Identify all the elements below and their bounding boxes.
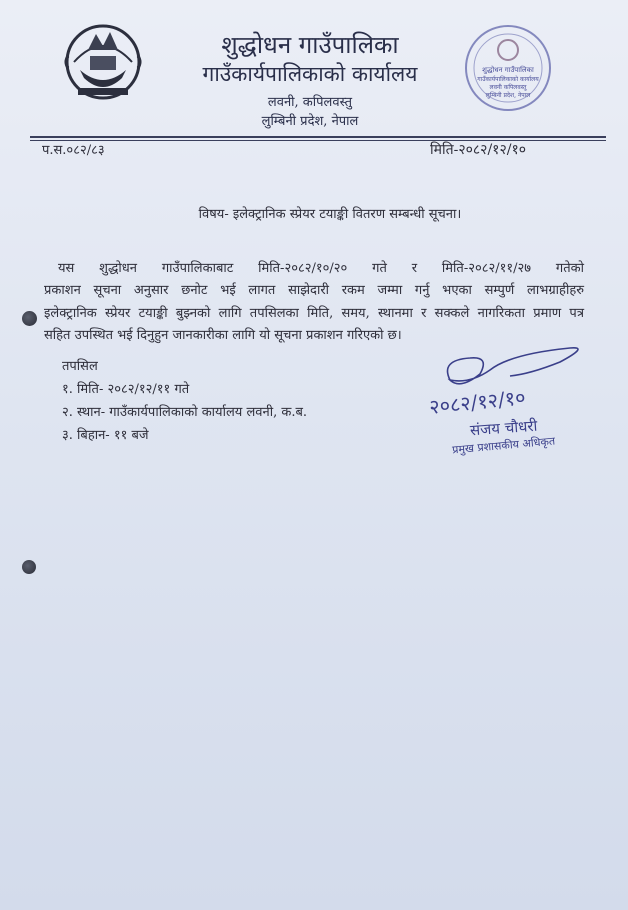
- office-province: लुम्बिनी प्रदेश, नेपाल: [261, 114, 359, 129]
- nepal-emblem-icon: [60, 20, 146, 102]
- signatory-name: संजय चौधरी: [469, 416, 538, 440]
- details-item-place: २. स्थान- गाउँकार्यपालिकाको कार्यालय लवनी, क.ब.: [62, 405, 308, 420]
- punch-hole: [22, 560, 36, 574]
- body-line-2: प्रकाशन सूचना अनुसार छनोट भई लागत साझेदारी रकम जम्मा गर्नु भएका सम्पुर्ण लाभग्राहीहरु: [44, 283, 584, 298]
- details-item-time: ३. बिहान- ११ बजे: [62, 428, 149, 443]
- punch-hole: [22, 311, 37, 326]
- seal-text-4: लुम्बिनी प्रदेश, नेपाल: [485, 92, 531, 99]
- header-divider: [30, 136, 606, 138]
- details-heading: तपसिल: [62, 359, 98, 374]
- letter-subject: विषय- इलेक्ट्रानिक स्प्रेयर टयाङ्की वितरण सम्बन्धी सूचना।: [198, 207, 462, 222]
- office-seal-stamp: [462, 22, 554, 114]
- body-line-4: सहित उपस्थित भई दिनुहुन जानकारीका लागि यो सूचना प्रकाशन गरिएको छ।: [44, 328, 402, 343]
- signature-date: २०८२/१२/१०: [428, 384, 527, 419]
- reference-number: प.स.०८२/८३: [42, 143, 105, 158]
- seal-text-2: गाउँकार्यपालिकाको कार्यालय: [477, 76, 539, 83]
- handwritten-signature: [420, 340, 590, 430]
- signatory-designation: प्रमुख प्रशासकीय अधिकृत: [451, 434, 556, 457]
- seal-text-3: लवनी कपिलवस्तु: [489, 84, 527, 91]
- body-line-3: इलेक्ट्रानिक स्प्रेयर टयाङ्की बुझ्नको लागि तपसिलका मिति, समय, स्थानमा र सक्कले नागरिकता प्रमाण पत्र: [44, 306, 584, 321]
- office-subtitle: गाउँकार्यपालिकाको कार्यालय: [202, 62, 418, 86]
- details-item-date: १. मिति- २०८२/१२/११ गते: [62, 382, 190, 397]
- letter-date: मिति-२०८२/१२/१०: [430, 142, 527, 158]
- seal-text-1: शुद्धोधन गाउँपालिका: [482, 66, 534, 74]
- office-title: शुद्धोधन गाउँपालिका: [221, 31, 399, 59]
- body-line-1: यस शुद्धोधन गाउँपालिकाबाट मिति-२०८२/१०/२० गते र मिति-२०८२/११/२७ गतेको: [58, 261, 584, 276]
- office-address: लवनी, कपिलवस्तु: [267, 95, 353, 110]
